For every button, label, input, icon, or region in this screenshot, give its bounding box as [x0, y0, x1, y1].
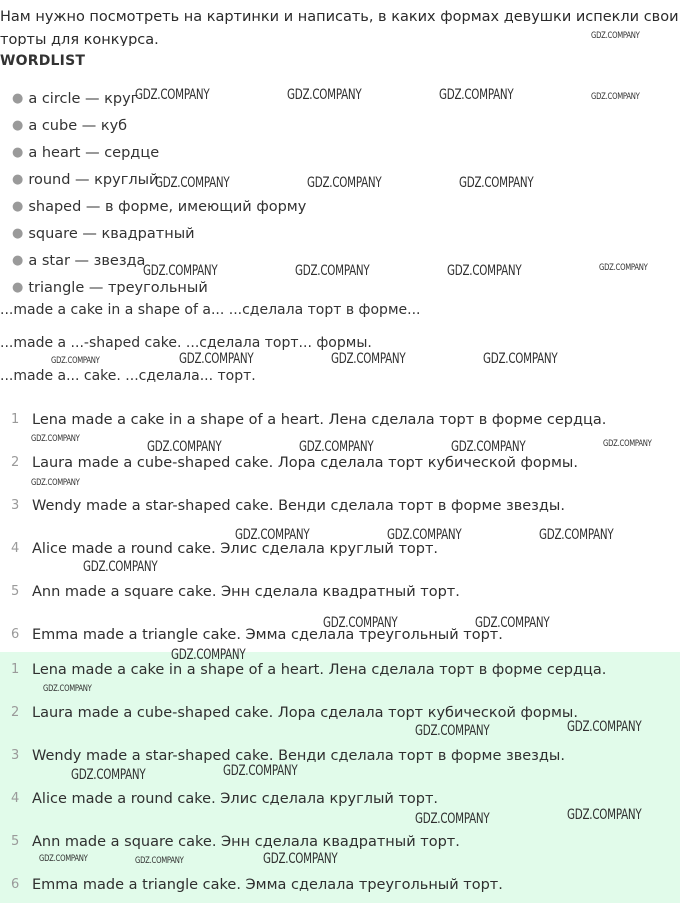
list-item: 2 Laura made a cube-shaped cake. Лора сделала торт кубической формы. [11, 705, 578, 721]
watermark: GDZ.COMPANY [179, 351, 254, 367]
watermark: GDZ.COMPANY [387, 527, 462, 543]
watermark: GDZ.COMPANY [155, 175, 230, 191]
watermark: GDZ.COMPANY [415, 723, 490, 739]
list-item: 3 Wendy made a star-shaped cake. Венди сделала торт в форме звезды. [11, 498, 565, 514]
watermark: GDZ.COMPANY [599, 263, 648, 273]
wordlist-item: ● a star — звезда [12, 253, 146, 269]
watermark: GDZ.COMPANY [147, 439, 222, 455]
useful-phrase: ...made a... cake. ...сделала... торт. [0, 368, 256, 384]
watermark: GDZ.COMPANY [71, 767, 146, 783]
list-item: 4 Alice made a round cake. Элис сделала круглый торт. [11, 541, 439, 557]
watermark: GDZ.COMPANY [603, 439, 652, 449]
watermark: GDZ.COMPANY [171, 647, 246, 663]
watermark: GDZ.COMPANY [459, 175, 534, 191]
list-item: 1 Lena made a cake in a shape of a heart. Лена сделала торт в форме сердца. [11, 412, 607, 428]
useful-phrase: ...made a cake in a shape of a... ...сделала торт в форме... [0, 302, 421, 318]
watermark: GDZ.COMPANY [483, 351, 558, 367]
list-item: 1 Lena made a cake in a shape of a heart. Лена сделала торт в форме сердца. [11, 662, 607, 678]
watermark: GDZ.COMPANY [263, 851, 338, 867]
watermark: GDZ.COMPANY [51, 356, 100, 366]
watermark: GDZ.COMPANY [447, 263, 522, 279]
watermark: GDZ.COMPANY [299, 439, 374, 455]
list-item: 6 Emma made a triangle cake. Эмма сделала треугольный торт. [11, 627, 503, 643]
watermark: GDZ.COMPANY [307, 175, 382, 191]
bullet-icon: ● [12, 199, 24, 214]
wordlist-item: ● square — квадратный [12, 226, 195, 242]
watermark: GDZ.COMPANY [567, 807, 642, 823]
list-item: 5 Ann made a square cake. Энн сделала квадратный торт. [11, 584, 460, 600]
watermark: GDZ.COMPANY [415, 811, 490, 827]
watermark: GDZ.COMPANY [295, 263, 370, 279]
watermark: GDZ.COMPANY [31, 434, 80, 444]
useful-phrase: ...made a ...-shaped cake. ...сделала торт... формы. [0, 335, 372, 351]
watermark: GDZ.COMPANY [475, 615, 550, 631]
watermark: GDZ.COMPANY [135, 856, 184, 866]
watermark: GDZ.COMPANY [235, 527, 310, 543]
watermark: GDZ.COMPANY [591, 92, 640, 102]
wordlist-title: WORDLIST [0, 53, 86, 69]
bullet-icon: ● [12, 280, 24, 295]
watermark: GDZ.COMPANY [135, 87, 210, 103]
list-item: 5 Ann made a square cake. Энн сделала квадратный торт. [11, 834, 460, 850]
wordlist-item: ● a heart — сердце [12, 145, 160, 161]
list-item: 3 Wendy made a star-shaped cake. Венди сделала торт в форме звезды. [11, 748, 565, 764]
watermark: GDZ.COMPANY [39, 854, 88, 864]
list-item: 6 Emma made a triangle cake. Эмма сделала треугольный торт. [11, 877, 503, 893]
watermark: GDZ.COMPANY [287, 87, 362, 103]
list-item: 4 Alice made a round cake. Элис сделала круглый торт. [11, 791, 439, 807]
watermark: GDZ.COMPANY [323, 615, 398, 631]
task-instruction: Нам нужно посмотреть на картинки и написать, в каких формах девушки испекли свои торты для конкурса. [0, 9, 679, 46]
wordlist-item: ● round — круглый [12, 172, 159, 188]
bullet-icon: ● [12, 118, 24, 133]
watermark: GDZ.COMPANY [223, 763, 298, 779]
wordlist-item: ● a cube — куб [12, 118, 128, 134]
wordlist-item: ● shaped — в форме, имеющий форму [12, 199, 307, 215]
bullet-icon: ● [12, 145, 24, 160]
watermark: GDZ.COMPANY [439, 87, 514, 103]
watermark: GDZ.COMPANY [143, 263, 218, 279]
bullet-icon: ● [12, 172, 24, 187]
bullet-icon: ● [12, 253, 24, 268]
list-item: 2 Laura made a cube-shaped cake. Лора сделала торт кубической формы. [11, 455, 578, 471]
watermark: GDZ.COMPANY [331, 351, 406, 367]
wordlist-item: ● triangle — треугольный [12, 280, 208, 296]
watermark: GDZ.COMPANY [539, 527, 614, 543]
bullet-icon: ● [12, 226, 24, 241]
watermark: GDZ.COMPANY [567, 719, 642, 735]
wordlist-item: ● a circle — круг [12, 91, 139, 107]
watermark: GDZ.COMPANY [31, 478, 80, 488]
bullet-icon: ● [12, 91, 24, 106]
watermark: GDZ.COMPANY [591, 31, 640, 41]
watermark: GDZ.COMPANY [451, 439, 526, 455]
watermark: GDZ.COMPANY [83, 559, 158, 575]
watermark: GDZ.COMPANY [43, 684, 92, 694]
